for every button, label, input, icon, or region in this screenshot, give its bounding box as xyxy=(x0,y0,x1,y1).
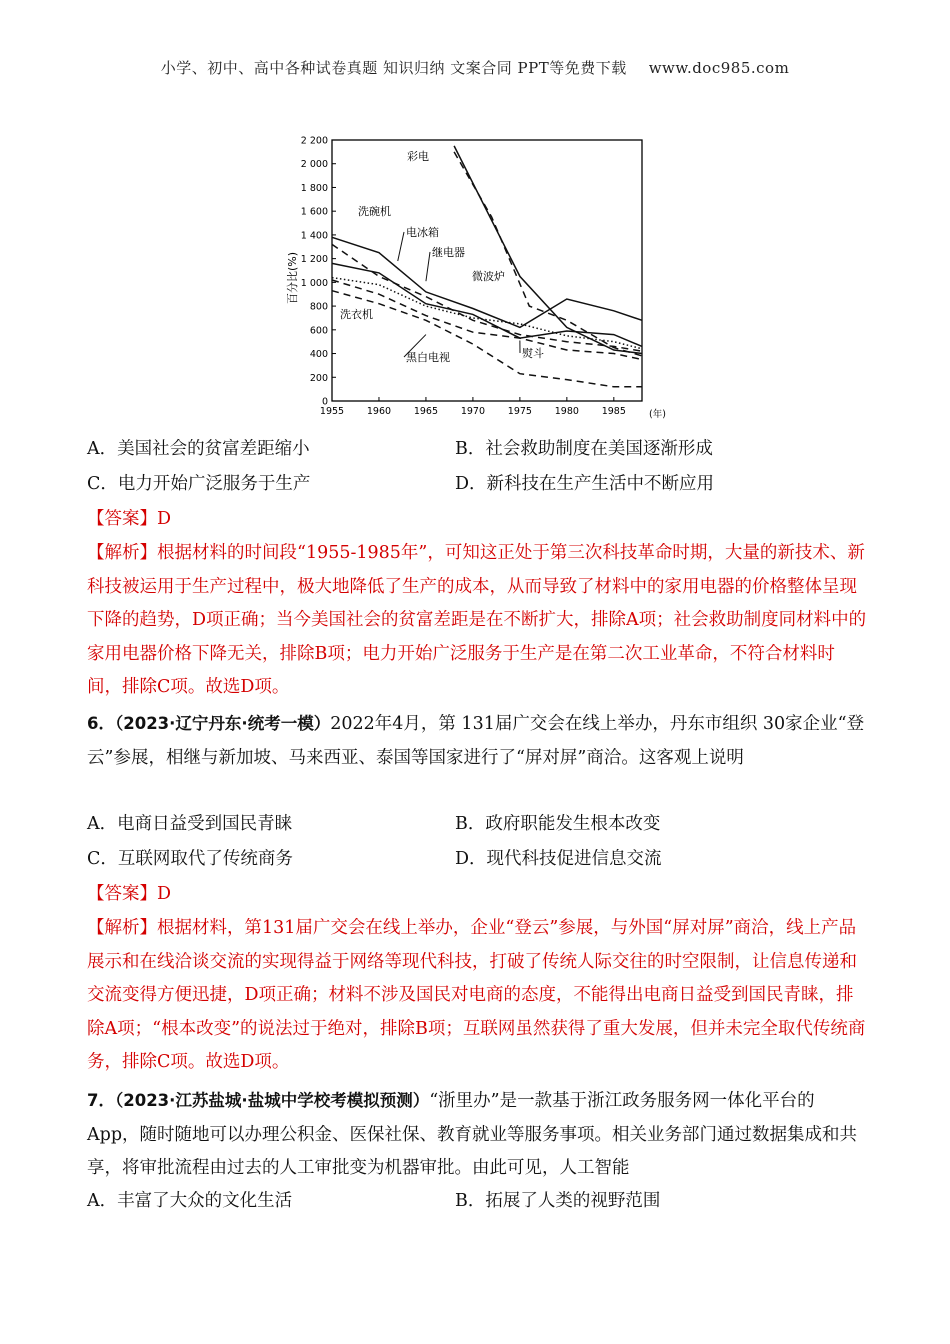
x-tick-label: 1960 xyxy=(366,406,392,417)
x-tick-label: 1965 xyxy=(413,406,439,417)
y-tick-label: 400 xyxy=(309,349,328,361)
series-label-洗衣机: 洗衣机 xyxy=(340,308,373,321)
series-label-电冰箱: 电冰箱 xyxy=(406,226,439,239)
q7-stem xyxy=(87,1084,867,1186)
x-tick-label: 1975 xyxy=(507,406,532,417)
series-line-彩电 xyxy=(454,146,642,354)
q6-answer-tag: 【答案】 xyxy=(87,884,157,904)
y-tick-label: 1 000 xyxy=(300,277,328,289)
q6-answer xyxy=(87,882,171,906)
chart-series-labels xyxy=(340,149,544,364)
header-text: 小学、初中、高中各种试卷真题 知识归纳 文案合同 PPT等免费下载 xyxy=(160,59,627,77)
series-label-彩电: 彩电 xyxy=(407,150,429,163)
y-tick-label: 1 400 xyxy=(300,230,328,242)
q7-option-a[interactable]: A．丰富了大众的文化生活 xyxy=(87,1191,293,1211)
q5-option-d[interactable]: D．新科技在生产生活中不断应用 xyxy=(455,474,715,494)
y-tick-label: 800 xyxy=(309,301,328,313)
q5-analysis-tag: 【解析】 xyxy=(87,543,157,563)
q6-option-a[interactable]: A．电商日益受到国民青睐 xyxy=(87,814,293,834)
q5-option-c[interactable]: C．电力开始广泛服务于生产 xyxy=(87,474,311,494)
q6-analysis-text: 根据材料，第131届广交会在线上举办，企业“登云”参展，与外国“屏对屏”商洽，线上产品展示和在线洽谈交流的实现得益于网络等现代科技，打破了传统人际交往的时空限制，让信息传递和交流变得方便迅捷，D项正确；材料不涉及国民对电商的态度，不能得出电商日益受到国民青睐，排除A项；“根本改变”的说法过于绝对，排除B项；互联网虽然获得了重大发展，但并未完全取代传统商务，排除C项。故选D项。 xyxy=(87,918,866,1072)
series-line-熨斗 xyxy=(332,280,642,360)
q6-analysis-tag: 【解析】 xyxy=(87,918,157,938)
q7-stem-text: “浙里办”是一款基于浙江政务服务网一体化平台的App，随时随地可以办理公积金、医保社保、教育就业等服务事项。相关业务部门通过数据集成和共享，将审批流程由过去的人工审批变为机器审批。由此可见，人工智能 xyxy=(87,1091,858,1178)
series-label-微波炉: 微波炉 xyxy=(472,270,505,283)
chart-y-label: 百分比(%) xyxy=(286,251,299,305)
y-tick-label: 2 000 xyxy=(300,159,328,171)
series-line-洗衣机 xyxy=(332,244,642,351)
chart-lines xyxy=(332,146,642,387)
q6-option-b[interactable]: B．政府职能发生根本改变 xyxy=(455,814,661,834)
page-header xyxy=(0,57,950,78)
series-line-继电器 xyxy=(332,278,642,349)
q6-stem xyxy=(87,707,867,775)
appliance-price-chart xyxy=(282,128,672,424)
x-tick-label: 1980 xyxy=(554,406,579,417)
y-tick-label: 0 xyxy=(321,396,328,408)
x-tick-label: 1985 xyxy=(601,406,626,417)
series-label-leader xyxy=(426,252,430,281)
q7-number: 7． xyxy=(87,1091,115,1110)
y-tick-label: 1 200 xyxy=(300,254,328,266)
q5-analysis xyxy=(87,537,867,705)
series-label-黑白电视: 黑白电视 xyxy=(406,351,450,364)
q6-stem-text: 2022年4月，第 131届广交会在线上举办，丹东市组织 30家企业“登云”参展，相继与新加坡、马来西亚、泰国等国家进行了“屏对屏”商洽。这客观上说明 xyxy=(87,714,865,768)
x-tick-label: 1970 xyxy=(460,406,486,417)
series-label-洗碗机: 洗碗机 xyxy=(358,205,391,218)
q5-option-a[interactable]: A．美国社会的贫富差距缩小 xyxy=(87,439,310,459)
x-tick-label: 1955 xyxy=(319,406,345,417)
y-tick-label: 2 200 xyxy=(300,135,328,147)
header-url[interactable]: www.doc985.com xyxy=(648,59,790,77)
series-label-熨斗: 熨斗 xyxy=(522,347,544,360)
chart-ticks xyxy=(301,136,626,418)
y-tick-label: 200 xyxy=(309,372,328,384)
series-line-微波炉 xyxy=(454,152,642,356)
series-label-继电器: 继电器 xyxy=(432,246,465,259)
q6-number: 6． xyxy=(87,714,115,733)
q6-source: （2023·辽宁丹东·统考一模） xyxy=(114,714,331,733)
q6-answer-value: D xyxy=(157,884,172,904)
q7-source: （2023·江苏盐城·盐城中学校考模拟预测） xyxy=(114,1091,430,1110)
series-label-leader xyxy=(398,232,404,261)
q5-option-b[interactable]: B．社会救助制度在美国逐渐形成 xyxy=(455,439,713,459)
q6-option-c[interactable]: C．互联网取代了传统商务 xyxy=(87,849,293,869)
y-tick-label: 600 xyxy=(309,325,328,337)
y-tick-label: 1 600 xyxy=(300,206,328,218)
q5-answer-value: D xyxy=(157,509,172,529)
q6-analysis xyxy=(87,912,867,1080)
q5-answer xyxy=(87,507,171,531)
q7-option-b[interactable]: B．拓展了人类的视野范围 xyxy=(455,1191,661,1211)
q6-option-d[interactable]: D．现代科技促进信息交流 xyxy=(455,849,662,869)
q5-answer-tag: 【答案】 xyxy=(87,509,157,529)
chart-x-label: (年) xyxy=(649,409,666,420)
q5-analysis-text: 根据材料的时间段“1955-1985年”，可知这正处于第三次科技革命时期，大量的新技术、新科技被运用于生产过程中，极大地降低了生产的成本，从而导致了材料中的家用电器的价格整体呈现下降的趋势，D项正确；当今美国社会的贫富差距是在不断扩大，排除A项；社会救助制度同材料中的家用电器价格下降无关，排除B项；电力开始广泛服务于生产是在第二次工业革命，不符合材料时间，排除C项。故选D项。 xyxy=(87,543,867,697)
y-tick-label: 1 800 xyxy=(300,182,328,194)
